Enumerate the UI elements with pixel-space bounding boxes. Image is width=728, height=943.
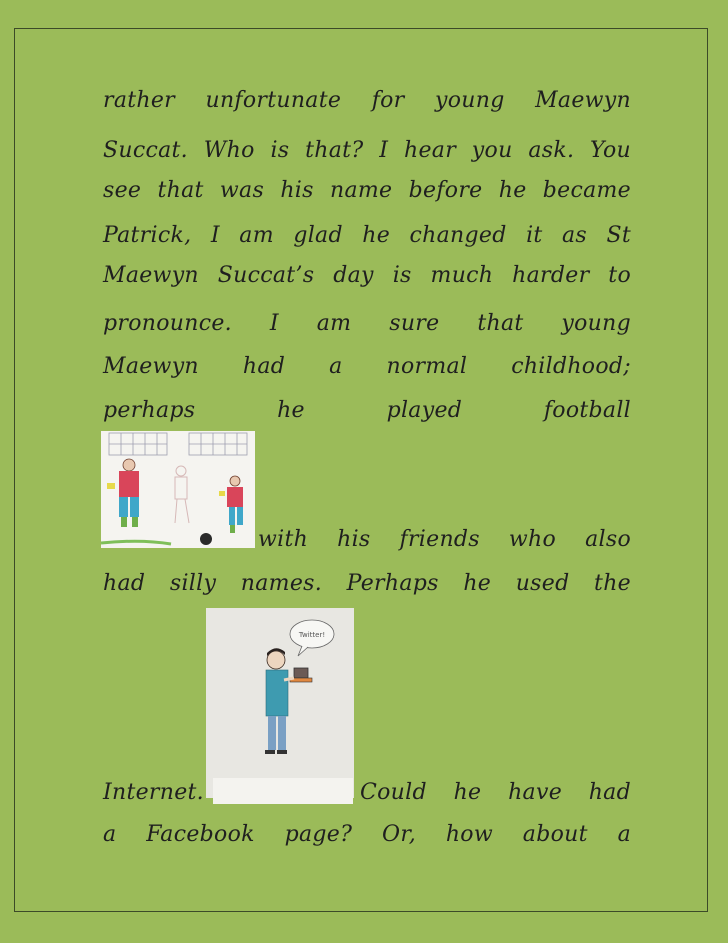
text-line-8: perhaps he played football	[103, 398, 631, 423]
text-line-4: Patrick, I am glad he changed it as St	[103, 223, 631, 248]
internet-drawing	[206, 608, 354, 798]
text-line-11: Internet.	[103, 780, 204, 805]
text-line-3: see that was his name before he became	[103, 178, 631, 203]
image-bottom-strip	[213, 778, 353, 804]
text-line-7: Maewyn had a normal childhood;	[103, 354, 631, 379]
text-line-6: pronounce. I am sure that young	[103, 311, 631, 336]
football-drawing	[101, 431, 255, 548]
text-line-10: had silly names. Perhaps he used the	[103, 571, 631, 596]
text-line-13: a Facebook page? Or, how about a	[103, 822, 631, 847]
text-line-12: Could he have had	[360, 780, 631, 805]
children-football-drawing-icon	[101, 431, 255, 548]
speech-bubble-text: Twitter!	[298, 631, 326, 639]
text-line-2: Succat. Who is that? I hear you ask. You	[103, 138, 631, 163]
text-line-1: rather unfortunate for young Maewyn	[103, 88, 631, 113]
child-laptop-drawing-icon	[206, 608, 354, 798]
text-line-5: Maewyn Succat’s day is much harder to	[103, 263, 631, 288]
text-line-9: with his friends who also	[258, 527, 631, 552]
